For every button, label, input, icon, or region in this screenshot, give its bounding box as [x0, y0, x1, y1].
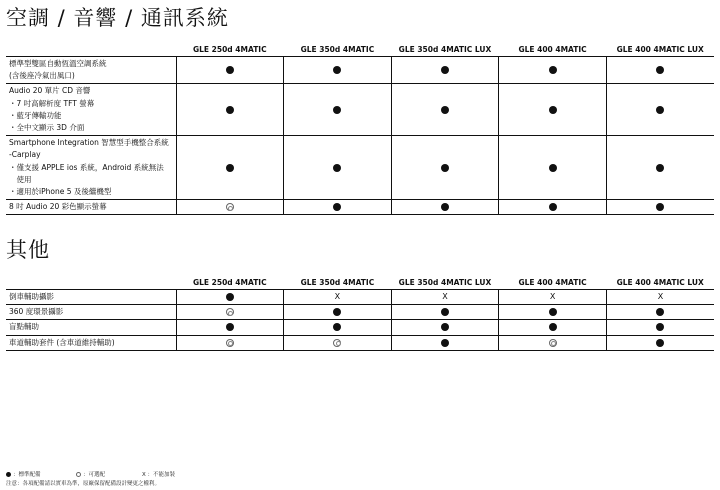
standard-dot-icon	[333, 203, 341, 211]
table-row	[6, 57, 714, 84]
availability-cell	[176, 136, 284, 200]
table-row	[6, 200, 714, 215]
availability-cell	[284, 305, 392, 320]
standard-dot-icon	[656, 164, 664, 172]
spec-table-climate-audio	[6, 40, 714, 215]
standard-dot-icon	[656, 66, 664, 74]
availability-cell	[391, 305, 499, 320]
disclaimer-note: 注意：各項配備請以實車為準，原廠保留配備設計變更之權利。	[6, 481, 161, 487]
standard-dot-icon	[333, 164, 341, 172]
standard-dot-icon	[441, 339, 449, 347]
optional-circle-icon	[549, 339, 557, 347]
model-column-header: GLE 400 4MATIC LUX	[606, 40, 714, 57]
model-column-header: GLE 400 4MATIC LUX	[606, 273, 714, 290]
feature-text: Audio 20 單片 CD 音響	[9, 86, 91, 96]
feature-text: ・僅支援 APPLE ios 系統，Android 系統無法	[9, 162, 164, 172]
availability-cell	[176, 57, 284, 84]
feature-text: (含後座冷氣出風口)	[9, 71, 75, 81]
standard-dot-icon	[549, 66, 557, 74]
feature-column-header	[6, 40, 176, 57]
section-title-other: 其他	[6, 238, 50, 262]
feature-text: 360 度環景攝影	[9, 307, 64, 317]
feature-text: ・適用於iPhone 5 及後繼機型	[9, 187, 112, 197]
standard-dot-icon	[333, 106, 341, 114]
not-available-x-mark: X	[657, 291, 664, 301]
table-row	[6, 335, 714, 350]
spec-table-other	[6, 273, 714, 351]
table-header-row	[6, 273, 714, 290]
feature-cell	[6, 57, 176, 84]
standard-dot-icon	[333, 66, 341, 74]
feature-text: -Carplay	[9, 150, 41, 160]
feature-cell	[6, 84, 176, 136]
availability-cell	[606, 290, 714, 305]
table-header-row	[6, 40, 714, 57]
table-row	[6, 320, 714, 335]
standard-dot-icon	[226, 323, 234, 331]
optional-circle-icon	[226, 203, 234, 211]
standard-dot-icon	[441, 308, 449, 316]
feature-text: 車道輔助套件 (含車道維持輔助)	[9, 337, 115, 347]
feature-text: ・藍牙傳輸功能	[9, 110, 62, 120]
standard-dot-icon	[656, 106, 664, 114]
optional-circle-icon	[226, 339, 234, 347]
model-column-header: GLE 400 4MATIC	[499, 40, 607, 57]
table-row	[6, 305, 714, 320]
availability-cell	[176, 335, 284, 350]
availability-cell	[391, 200, 499, 215]
availability-cell	[499, 57, 607, 84]
standard-dot-icon	[656, 323, 664, 331]
standard-dot-icon	[549, 323, 557, 331]
availability-cell	[284, 290, 392, 305]
feature-cell	[6, 136, 176, 200]
availability-cell	[606, 200, 714, 215]
legend-not-available: X ：不能加裝	[142, 472, 176, 478]
standard-dot-icon	[656, 203, 664, 211]
standard-dot-icon	[226, 293, 234, 301]
optional-circle-icon	[226, 308, 234, 316]
standard-dot-icon	[656, 308, 664, 316]
availability-cell	[391, 136, 499, 200]
standard-dot-icon	[441, 106, 449, 114]
availability-cell	[606, 305, 714, 320]
standard-dot-icon	[441, 323, 449, 331]
availability-cell	[176, 200, 284, 215]
model-column-header: GLE 350d 4MATIC	[284, 40, 392, 57]
not-available-x-mark: X	[334, 291, 341, 301]
model-column-header: GLE 250d 4MATIC	[176, 40, 284, 57]
feature-text: 8 吋 Audio 20 彩色顯示螢幕	[9, 202, 107, 212]
standard-dot-icon	[226, 164, 234, 172]
model-column-header: GLE 400 4MATIC	[499, 273, 607, 290]
feature-text: 倒車輔助攝影	[9, 292, 54, 301]
feature-cell	[6, 290, 176, 305]
model-column-header: GLE 350d 4MATIC LUX	[391, 273, 499, 290]
availability-cell	[284, 136, 392, 200]
availability-cell	[499, 200, 607, 215]
standard-dot-icon	[441, 203, 449, 211]
model-column-header: GLE 350d 4MATIC LUX	[391, 40, 499, 57]
hollow-circle-icon	[76, 472, 81, 477]
availability-cell	[606, 136, 714, 200]
standard-dot-icon	[549, 164, 557, 172]
feature-cell	[6, 200, 176, 215]
table-row	[6, 290, 714, 305]
legend-standard: ：標準配備	[6, 470, 41, 478]
feature-cell	[6, 320, 176, 335]
availability-cell	[499, 320, 607, 335]
optional-circle-icon	[333, 339, 341, 347]
availability-cell	[606, 84, 714, 136]
availability-cell	[391, 320, 499, 335]
availability-cell	[284, 84, 392, 136]
availability-cell	[499, 290, 607, 305]
standard-dot-icon	[226, 106, 234, 114]
availability-cell	[176, 290, 284, 305]
legend-optional: ：可選配	[76, 470, 105, 478]
section-title-climate-audio: 空調 / 音響 / 通訊系統	[6, 6, 229, 30]
feature-column-header	[6, 273, 176, 290]
model-column-header: GLE 250d 4MATIC	[176, 273, 284, 290]
availability-cell	[499, 305, 607, 320]
not-available-x-mark: X	[442, 291, 448, 301]
standard-dot-icon	[441, 164, 449, 172]
availability-cell	[284, 57, 392, 84]
availability-cell	[284, 320, 392, 335]
table-row	[6, 84, 714, 136]
feature-cell	[6, 335, 176, 350]
availability-cell	[499, 136, 607, 200]
standard-dot-icon	[549, 308, 557, 316]
feature-cell	[6, 305, 176, 320]
availability-cell	[606, 335, 714, 350]
standard-dot-icon	[441, 66, 449, 74]
not-available-x-mark: X	[549, 291, 556, 301]
standard-dot-icon	[333, 308, 341, 316]
standard-dot-icon	[656, 339, 664, 347]
availability-cell	[391, 335, 499, 350]
feature-text: 標準型雙區自動恆溫空調系統	[9, 59, 107, 68]
availability-cell	[391, 57, 499, 84]
availability-cell	[606, 320, 714, 335]
feature-text: Smartphone Integration 智慧型手機整合系統	[9, 138, 169, 148]
availability-cell	[284, 200, 392, 215]
availability-cell	[391, 290, 499, 305]
filled-dot-icon	[6, 472, 11, 477]
availability-cell	[176, 305, 284, 320]
availability-cell	[284, 335, 392, 350]
standard-dot-icon	[226, 66, 234, 74]
availability-cell	[176, 320, 284, 335]
feature-text: 使用	[9, 174, 32, 184]
table-row	[6, 136, 714, 200]
standard-dot-icon	[549, 203, 557, 211]
feature-text: ・全中文顯示 3D 介面	[9, 123, 85, 133]
feature-text: ・7 吋高解析度 TFT 螢幕	[9, 98, 95, 108]
standard-dot-icon	[549, 106, 557, 114]
model-column-header: GLE 350d 4MATIC	[284, 273, 392, 290]
availability-cell	[606, 57, 714, 84]
feature-text: 盲點輔助	[9, 322, 39, 332]
availability-cell	[499, 84, 607, 136]
availability-cell	[176, 84, 284, 136]
standard-dot-icon	[333, 323, 341, 331]
availability-cell	[391, 84, 499, 136]
availability-cell	[499, 335, 607, 350]
